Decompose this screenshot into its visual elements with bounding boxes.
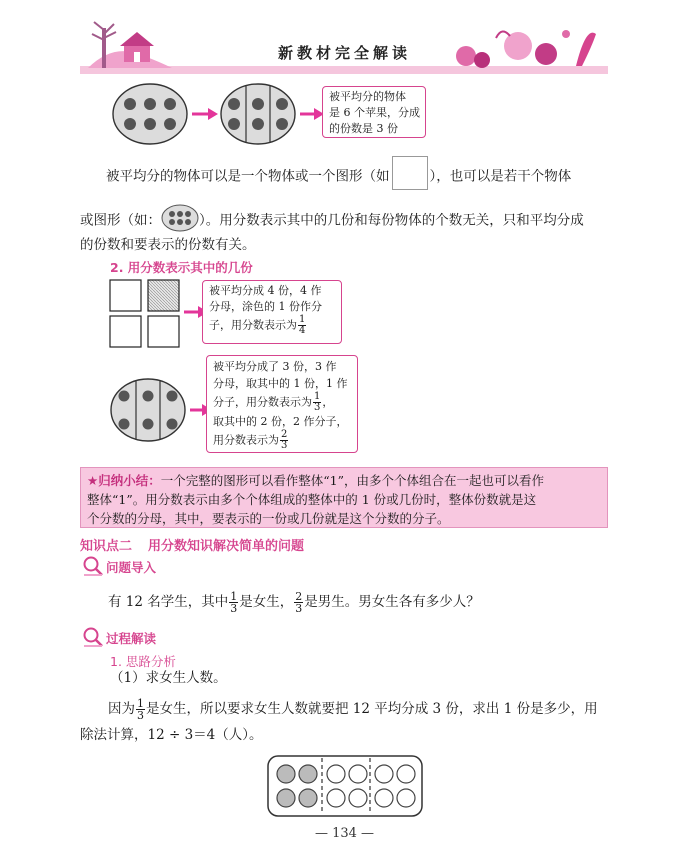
text: 是男生。男女生各有多少人？ [304, 594, 480, 610]
fraction [313, 392, 321, 413]
denominator: 3 [281, 440, 288, 451]
text: ），也可以是若干个物体 [429, 168, 572, 185]
denominator: 3 [137, 709, 144, 722]
apple-group-icon [161, 204, 199, 232]
process-heading: 过程解读 [106, 631, 157, 646]
numerator: 1 [299, 314, 306, 325]
callout-line: 被平均分成了 3 份，3 作 [213, 360, 337, 373]
summary-line: 整体“1”。用分数表示由多个个体组成的整体中的 1 份或几份时，整体份数就是这 [87, 492, 537, 507]
numerator: 1 [137, 697, 144, 710]
square-figure [392, 156, 428, 190]
callout-line: 分子，用分数表示为 $\frac{1}{3}$ ， [213, 391, 334, 413]
kp-label: 知识点二 [80, 539, 133, 554]
apple-division-figure [108, 80, 326, 148]
square-callout [202, 280, 342, 344]
apple-thirds-callout [206, 355, 358, 453]
fraction [229, 591, 238, 614]
process-text-line-1 [108, 698, 598, 721]
circle-group-figure [266, 754, 424, 818]
header-title: 新教材完全解读 [277, 44, 411, 62]
text: 一个完整的图形可以看作整体“1”，由多个个体组合在一起也可以看作 [160, 473, 544, 488]
callout-line [213, 430, 351, 451]
callout-line: 的份数是 3 份 [329, 122, 398, 135]
text: 子，用分数表示为 [209, 318, 297, 332]
intro-paragraph-line-3: 的份数和要表示的份数有关。 [80, 237, 256, 253]
denominator: 3 [295, 602, 303, 615]
text: 被平均分的物体可以是一个物体或一个图形（如 [106, 168, 390, 185]
denominator: 3 [314, 402, 321, 413]
text: 用分数表示为 [213, 433, 279, 447]
text: 或图形（如： [80, 212, 161, 229]
callout-line: 分母，取其中的 1 份，1 作 [213, 377, 348, 390]
callout-line: 是 6 个苹果，分成 [329, 106, 420, 119]
problem-heading: 问题导入 [106, 560, 157, 575]
fraction [294, 591, 303, 614]
fraction [280, 430, 288, 451]
magnifier-icon [82, 555, 104, 577]
text: 分子，用分数表示为 [213, 395, 312, 409]
section-2-heading: 2. 用分数表示其中的几份 [110, 260, 253, 275]
apple-callout [322, 86, 426, 138]
summary-label: ★归纳小结： [87, 473, 161, 488]
numerator: 2 [295, 590, 303, 603]
process-subheading-2: （1）求女生人数。 [110, 670, 227, 686]
intro-paragraph-line-2 [80, 210, 584, 232]
problem-text [108, 591, 480, 614]
callout-line: 被平均分的物体 [329, 90, 406, 103]
apple-thirds-figure [108, 376, 216, 446]
process-subheading: 1. 思路分析 [110, 654, 176, 669]
summary-line: 个分数的分母，其中，要表示的一份或几份就是这个分数的分子。 [87, 511, 450, 526]
text: ）。用分数表示其中的几份和每份物体的个数无关，只和平均分成 [199, 212, 584, 229]
callout-line: 取其中的 2 份，2 作分子， [213, 415, 348, 428]
numerator: 1 [230, 590, 238, 603]
magnifier-icon [82, 626, 104, 648]
fraction [136, 698, 145, 721]
square-grid-figure [108, 278, 208, 348]
numerator: 1 [314, 391, 321, 402]
text: 是女生，所以要求女生人数就要把 12 平均分成 3 份，求出 1 份是多少，用 [146, 701, 598, 717]
knowledge-point-heading [80, 535, 304, 554]
callout-line [209, 315, 335, 336]
kp-title: 用分数知识解决简单的问题 [148, 539, 305, 554]
text: 因为 [108, 701, 135, 717]
text: 有 12 名学生，其中 [108, 594, 229, 610]
summary-line [87, 471, 601, 490]
text: 是女生， [239, 594, 294, 610]
numerator: 2 [281, 429, 288, 440]
page-number: — 134 — [314, 826, 375, 841]
intro-paragraph-line-1 [106, 164, 571, 190]
callout-line: 被平均分成 4 份，4 作 [209, 284, 322, 297]
fraction [298, 315, 306, 336]
summary-box [80, 467, 608, 528]
callout-line: 分母，涂色的 1 份作分 [209, 300, 322, 313]
process-text-line-2: 除法计算，12 ÷ 3＝4（人）。 [80, 727, 263, 743]
denominator: 3 [230, 602, 238, 615]
denominator: 4 [299, 325, 306, 336]
